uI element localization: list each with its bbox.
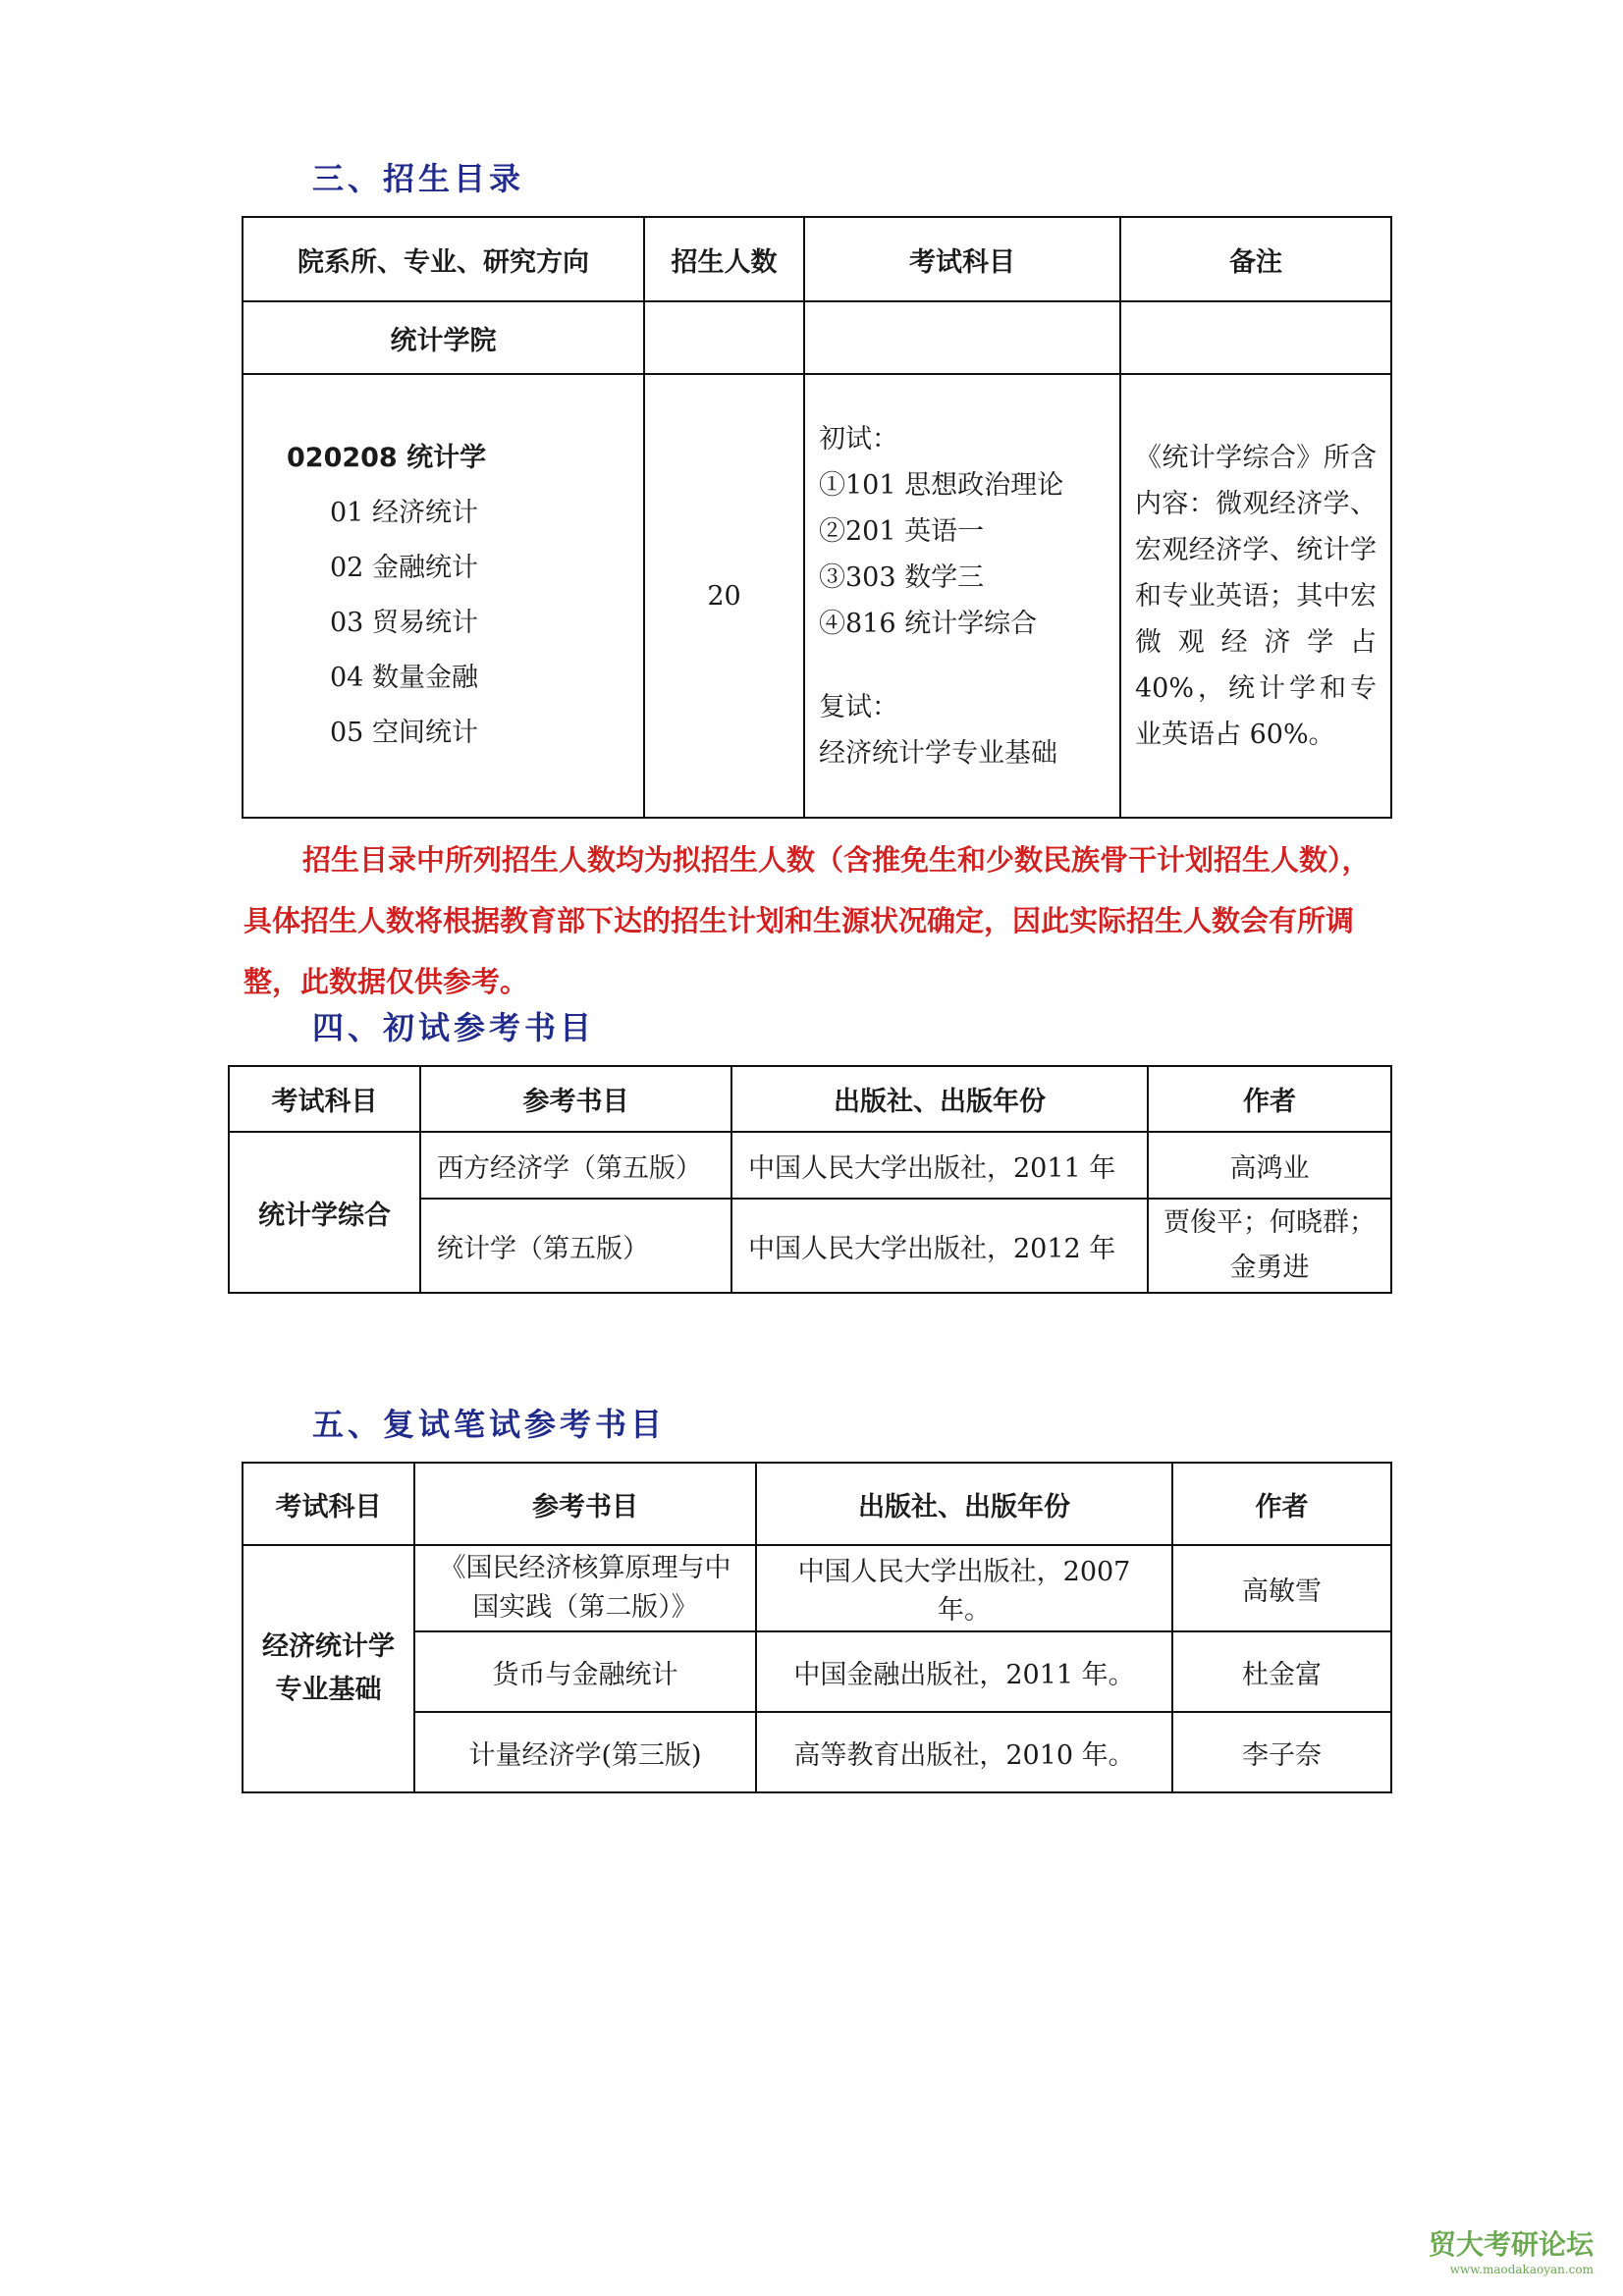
table-header-row [243,217,1391,301]
note-text: 《统计学综合》所含内容：微观经济学、宏观经济学、统计学和专业英语；其中宏微观经济学占40%，统计学和专业英语占 60%。 [1135,442,1377,750]
dept-name: 统计学院 [243,301,644,374]
table-row [243,1631,1391,1712]
initial-books-table [228,1065,1392,1294]
exam-subject: ③303 数学三 [819,561,985,593]
header-cell: 考试科目 [229,1066,420,1132]
book-title: 《国民经济核算原理与中国实践（第二版）》 [414,1545,756,1631]
exam-initial-label: 初试： [819,423,898,454]
direction-item: 04 数量金融 [330,663,478,693]
watermark-url: www.maodakaoyan.com [1449,2263,1594,2276]
header-cell: 参考书目 [420,1066,731,1132]
section-title-enrollment: 三、招生目录 [312,160,525,197]
retest-books-table [242,1462,1392,1793]
table-row [243,1545,1391,1631]
direction-item: 02 金融统计 [330,553,478,583]
empty-cell [644,301,804,374]
header-cell: 院系所、专业、研究方向 [243,217,644,301]
author: 高鸿业 [1148,1132,1391,1199]
table-row [243,374,1391,818]
publisher: 中国金融出版社，2011 年。 [756,1631,1172,1712]
author: 杜金富 [1172,1631,1391,1712]
header-cell: 考试科目 [243,1463,414,1545]
publisher: 中国人民大学出版社，2011 年 [731,1132,1148,1199]
header-cell: 作者 [1148,1066,1391,1132]
book-title: 计量经济学(第三版) [414,1712,756,1792]
major-name: 020208 统计学 [287,443,487,473]
author: 贾俊平；何晓群；金勇进 [1148,1199,1391,1293]
header-cell: 考试科目 [804,217,1120,301]
table-row [243,301,1391,374]
table-header-row [229,1066,1391,1132]
watermark [1429,2223,1594,2276]
major-cell [243,374,644,818]
book-title: 统计学（第五版） [420,1199,731,1293]
exam-subject: ②201 英语一 [819,515,985,547]
header-cell: 参考书目 [414,1463,756,1545]
table-header-row [243,1463,1391,1545]
section-title-initial-books: 四、初试参考书目 [312,1009,596,1046]
exam-subjects-cell [804,374,1120,818]
empty-cell [1120,301,1391,374]
enrollment-table [242,216,1392,819]
author: 高敏雪 [1172,1545,1391,1631]
publisher: 中国人民大学出版社，2012 年 [731,1199,1148,1293]
publisher: 高等教育出版社，2010 年。 [756,1712,1172,1792]
subject-cell: 统计学综合 [229,1132,420,1293]
book-title: 货币与金融统计 [414,1631,756,1712]
exam-retest-subject: 经济统计学专业基础 [819,737,1057,769]
note-cell [1120,374,1391,818]
direction-item: 01 经济统计 [330,498,478,528]
header-cell: 招生人数 [644,217,804,301]
empty-cell [804,301,1120,374]
exam-subject: ④816 统计学综合 [819,608,1038,639]
section-title-retest-books: 五、复试笔试参考书目 [312,1406,667,1443]
subject-cell: 经济统计学专业基础 [243,1545,414,1792]
watermark-title: 贸大考研论坛 [1428,2228,1594,2261]
exam-subject: ①101 思想政治理论 [819,469,1064,501]
enrollment-disclaimer: 招生目录中所列招生人数均为拟招生人数（含推免生和少数民族骨干计划招生人数），具体招生人数将根据教育部下达的招生计划和生源状况确定，因此实际招生人数会有所调整，此数据仅供参考。 [243,843,1371,998]
direction-item: 05 空间统计 [330,718,478,748]
header-cell: 出版社、出版年份 [731,1066,1148,1132]
header-cell: 作者 [1172,1463,1391,1545]
header-cell: 备注 [1120,217,1391,301]
exam-retest-label: 复试： [819,691,898,722]
table-row [243,1712,1391,1792]
direction-item: 03 贸易统计 [330,608,478,638]
book-title: 西方经济学（第五版） [420,1132,731,1199]
author: 李子奈 [1172,1712,1391,1792]
quota-value: 20 [644,374,804,818]
table-row [229,1132,1391,1199]
header-cell: 出版社、出版年份 [756,1463,1172,1545]
publisher: 中国人民大学出版社，2007 年。 [756,1545,1172,1631]
